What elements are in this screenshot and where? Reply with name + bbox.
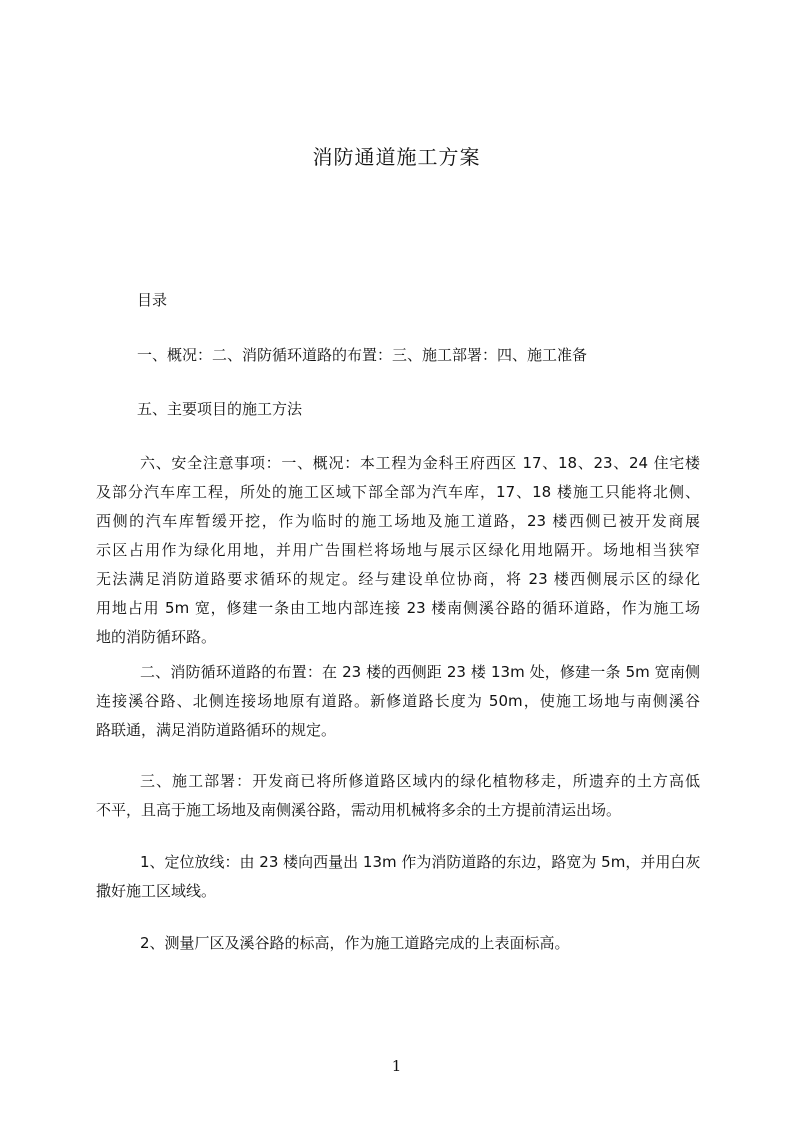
toc-line: 五、主要项目的施工方法 (137, 400, 303, 418)
paragraph-line: 示区占用作为绿化用地，并用广告围栏将场地与展示区绿化用地隔开。场地相当狭窄 (96, 541, 700, 559)
paragraph-deployment (96, 767, 700, 825)
paragraph-line: 二、消防循环道路的布置：在 23 楼的西侧距 23 楼 13m 处，修建一条 5m 宽南侧 (140, 663, 700, 681)
paragraph-line: 撒好施工区域线。 (96, 882, 217, 900)
paragraph-positioning (96, 848, 700, 906)
paragraph-line: 1、定位放线：由 23 楼向西量出 13m 作为消防道路的东边，路宽为 5m，并用白灰 (140, 853, 701, 871)
paragraph-elevation (96, 929, 700, 958)
paragraph-line: 不平，且高于施工场地及南侧溪谷路，需动用机械将多余的土方提前清运出场。 (96, 801, 622, 819)
document-title: 消防通道施工方案 (312, 145, 481, 169)
paragraph-overview (96, 449, 700, 652)
paragraph-line: 地的消防循环路。 (96, 628, 217, 646)
paragraph-line: 用地占用 5m 宽，修建一条由工地内部连接 23 楼南侧溪谷路的循环道路，作为施工场 (96, 599, 700, 617)
paragraph-road-layout (96, 658, 700, 745)
paragraph-line: 无法满足消防道路要求循环的规定。经与建设单位协商，将 23 楼西侧展示区的绿化 (96, 570, 700, 588)
page-number: 1 (391, 1057, 402, 1075)
toc-line: 一、概况：二、消防循环道路的布置：三、施工部署：四、施工准备 (137, 346, 588, 364)
paragraph-line: 路联通，满足消防道路循环的规定。 (96, 721, 337, 739)
paragraph-line: 西侧的汽车库暂缓开挖，作为临时的施工场地及施工道路，23 楼西侧已被开发商展 (96, 512, 700, 530)
paragraph-line: 及部分汽车库工程，所处的施工区域下部全部为汽车库，17、18 楼施工只能将北侧、 (96, 483, 700, 501)
paragraph-line: 六、安全注意事项：一、概况：本工程为金科王府西区 17、18、23、24 住宅楼 (140, 454, 700, 472)
paragraph-line: 三、施工部署：开发商已将所修道路区域内的绿化植物移走，所遗弃的土方高低 (140, 772, 700, 790)
paragraph-line: 连接溪谷路、北侧连接场地原有道路。新修道路长度为 50m，使施工场地与南侧溪谷 (96, 692, 700, 710)
toc-heading: 目录 (137, 291, 168, 309)
paragraph-line: 2、测量厂区及溪谷路的标高，作为施工道路完成的上表面标高。 (140, 934, 570, 952)
